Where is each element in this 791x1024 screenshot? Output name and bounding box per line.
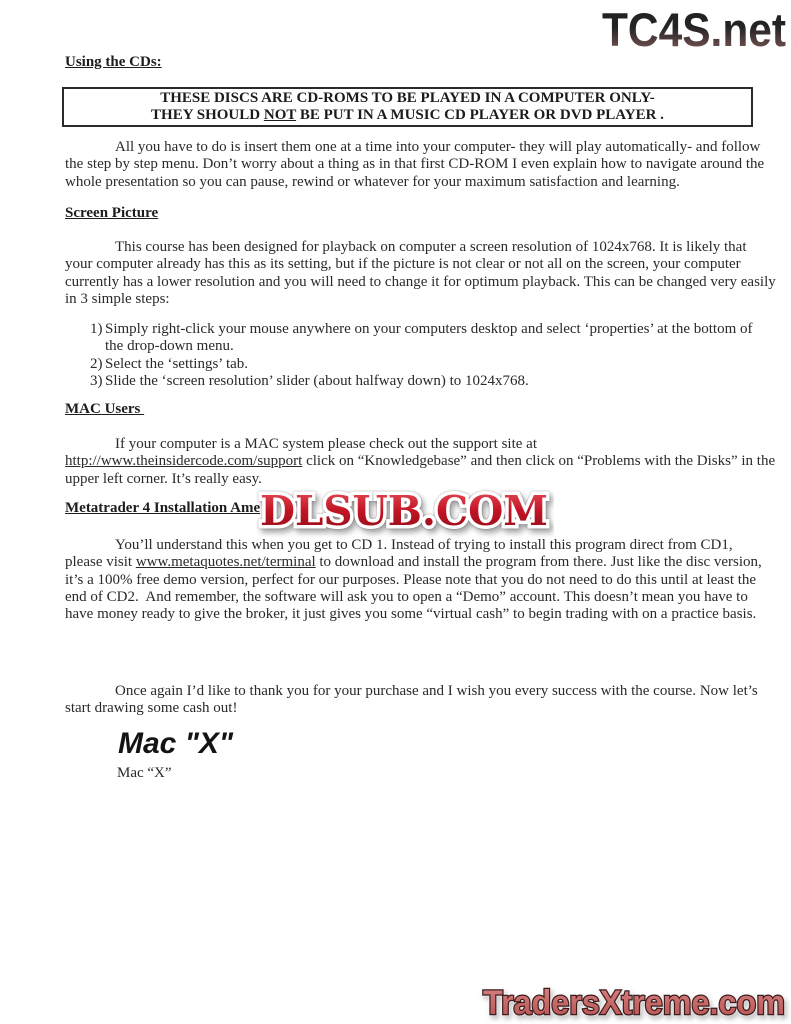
steps-list bbox=[90, 321, 752, 390]
step-1: 1) Simply right-click your mouse anywhere on your computers desktop and select ‘properties’ at the bottom of the drop-down menu. bbox=[90, 321, 753, 355]
metaquotes-terminal-link[interactable]: www.metaquotes.net/terminal bbox=[135, 554, 316, 571]
dlsub-watermark bbox=[254, 484, 554, 538]
tradersxtreme-watermark-text: TradersXtreme.com bbox=[483, 984, 785, 1022]
signature-typed: Mac “X” bbox=[117, 765, 172, 781]
tc4s-watermark-text: TC4S.net bbox=[602, 3, 787, 52]
paragraph-mac-users: If your computer is a MAC system please check out the support site at http://www.theinsidercode.com/support click on “Knowledgebase” and then click on “Problems with the Disks” in the upper left corner. It’s really easy. bbox=[65, 436, 776, 487]
signature-handwritten: Mac "X" bbox=[118, 727, 234, 760]
step-2: 2) Select the ‘settings’ tab. bbox=[90, 355, 249, 372]
warning-line-2: THEY SHOULD NOT BE PUT IN A MUSIC CD PLAYER OR DVD PLAYER . bbox=[151, 106, 664, 123]
paragraph-screen-resolution: This course has been designed for playback on computer a screen resolution of 1024x768. It is likely that your computer already has this as its setting, but if the picture is not clear or not all on the screen, your computer currently has a lower resolution and you will need to change it for optimum playback. This can be changed very easily in 3 simple steps: bbox=[65, 239, 776, 307]
paragraph-closing: Once again I’d like to thank you for your purchase and I wish you every success with the course. Now let’s start drawing some cash out! bbox=[65, 683, 758, 717]
paragraph-metatrader: You’ll understand this when you get to CD 1. Instead of trying to install this program direct from CD1, please visit www.metaquotes.net/terminal to download and install the program from there. Just like the disc version, it’s a 100% free demo version, perfect for our purposes. Please note that you do not need to do this until at least the end of CD2. And remember, the software will ask you to open a “Demo” account. This doesn’t mean you have to have money ready to give the broker, it just gives you some “virtual cash” to begin trading with on a practice basis. bbox=[65, 537, 762, 623]
step-3: 3) Slide the ‘screen resolution’ slider (about halfway down) to 1024x768. bbox=[90, 372, 529, 389]
dlsub-watermark-text: DLSUB.COM bbox=[260, 487, 548, 535]
tc4s-watermark bbox=[598, 2, 790, 52]
warning-line-1: THESE DISCS ARE CD-ROMS TO BE PLAYED IN A COMPUTER ONLY- bbox=[160, 90, 655, 106]
not-emphasis: NOT bbox=[263, 106, 297, 123]
tradersxtreme-watermark bbox=[478, 981, 791, 1024]
insidercode-support-link[interactable]: http://www.theinsidercode.com/support bbox=[65, 453, 303, 470]
heading-mac-users: MAC Users bbox=[65, 401, 145, 417]
heading-screen-picture: Screen Picture bbox=[65, 205, 159, 221]
paragraph-intro: All you have to do is insert them one at a time into your computer- they will play automatically- and follow the step by step menu. Don’t worry about a thing as in that first CD-ROM I even explain how to navigate around the whole presentation so you can pause, rewind or whatever for your maximum satisfaction and learning. bbox=[65, 139, 765, 190]
heading-metatrader-installation: Metatrader 4 Installation Ame bbox=[65, 500, 261, 516]
heading-using-the-cds: Using the CDs: bbox=[65, 54, 162, 70]
cd-warning-box bbox=[62, 87, 753, 127]
